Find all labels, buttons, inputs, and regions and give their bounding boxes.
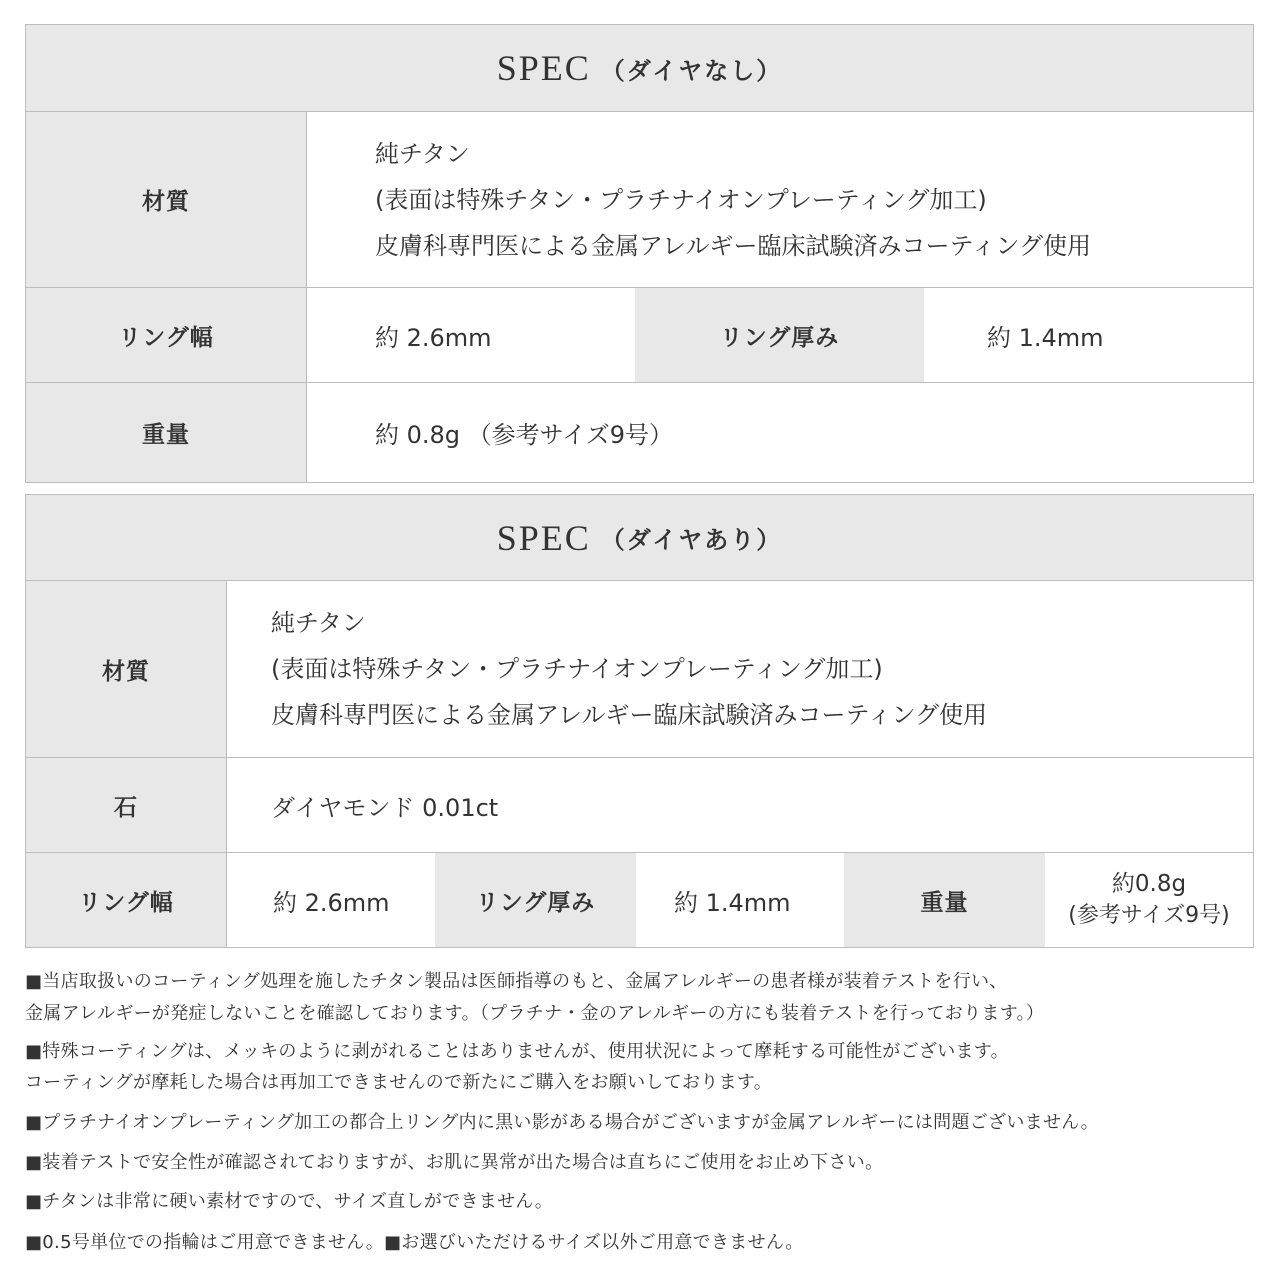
material-line: (表面は特殊チタン・プラチナイオンプレーティング加工)	[375, 185, 987, 214]
spec-subtitle: （ダイヤなし）	[600, 56, 783, 85]
spec-title: SPEC	[496, 48, 591, 88]
weight-value	[1045, 853, 1253, 947]
weight-value-line: 約0.8g	[1111, 871, 1187, 897]
material-line: (表面は特殊チタン・プラチナイオンプレーティング加工)	[271, 655, 883, 683]
material-value	[307, 112, 1091, 287]
note-line: ■装着テストで安全性が確認されておりますが、お肌に異常が出た場合は直ちにご使用をお止め下さい。	[25, 1152, 884, 1173]
spec-title-row	[26, 495, 1253, 580]
spec-title-row	[26, 25, 1253, 111]
spec-subtitle: （ダイヤあり）	[600, 526, 783, 554]
material-line: 皮膚科専門医による金属アレルギー臨床試験済みコーティング使用	[271, 701, 988, 729]
ring-width-label: リング幅	[26, 853, 227, 947]
ring-thickness-value: 約 1.4mm	[674, 888, 791, 917]
weight-label: 重量	[26, 383, 307, 482]
spec-table-no-diamond	[25, 24, 1254, 483]
stone-label: 石	[26, 758, 227, 852]
note-line: ■チタンは非常に硬い素材ですので、サイズ直しができません。	[25, 1191, 554, 1212]
note-line: ■当店取扱いのコーティング処理を施したチタン製品は医師指導のもと、金属アレルギーの患者様が装着テストを行い、	[25, 971, 1008, 992]
material-label: 材質	[26, 112, 307, 287]
weight-label: 重量	[844, 853, 1045, 947]
ring-width-value: 約 2.6mm	[273, 888, 390, 917]
stone-value: ダイヤモンド 0.01ct	[271, 793, 499, 822]
spec-title: SPEC	[496, 517, 591, 558]
material-value	[227, 581, 987, 757]
note-line: ■特殊コーティングは、メッキのように剥がれることはありませんが、使用状況によって摩耗する可能性がございます。	[25, 1041, 1009, 1062]
size-weight-row	[26, 852, 1253, 947]
material-row	[26, 580, 1253, 757]
weight-row	[26, 382, 1253, 482]
ring-width-label: リング幅	[26, 288, 307, 382]
note-line: 金属アレルギーが発症しないことを確認しております。（プラチナ・金のアレルギーの方にも装着テストを行っております。）	[25, 1003, 1045, 1024]
size-row	[26, 287, 1253, 382]
material-line: 皮膚科専門医による金属アレルギー臨床試験済みコーティング使用	[375, 231, 1092, 260]
ring-width-value: 約 2.6mm	[375, 323, 492, 352]
material-label: 材質	[26, 581, 227, 757]
weight-value-note: (参考サイズ9号)	[1068, 903, 1230, 928]
note-line: ■0.5号単位での指輪はご用意できません。■お選びいただけるサイズ以外ご用意できません。	[25, 1232, 804, 1253]
weight-value: 約 0.8g （参考サイズ9号）	[375, 421, 674, 449]
ring-thickness-value: 約 1.4mm	[987, 323, 1104, 352]
stone-row	[26, 757, 1253, 852]
spec-table-with-diamond	[25, 494, 1254, 948]
note-line: コーティングが摩耗した場合は再加工できませんので新たにご購入をお願いしております。	[25, 1072, 773, 1093]
material-line: 純チタン	[375, 139, 470, 168]
material-line: 純チタン	[271, 609, 366, 637]
ring-thickness-label: リング厚み	[635, 288, 924, 382]
note-line: ■プラチナイオンプレーティング加工の都合上リング内に黒い影がある場合がございますが金属アレルギーには問題ございません。	[25, 1112, 1099, 1133]
material-row	[26, 111, 1253, 287]
ring-thickness-label: リング厚み	[435, 853, 636, 947]
